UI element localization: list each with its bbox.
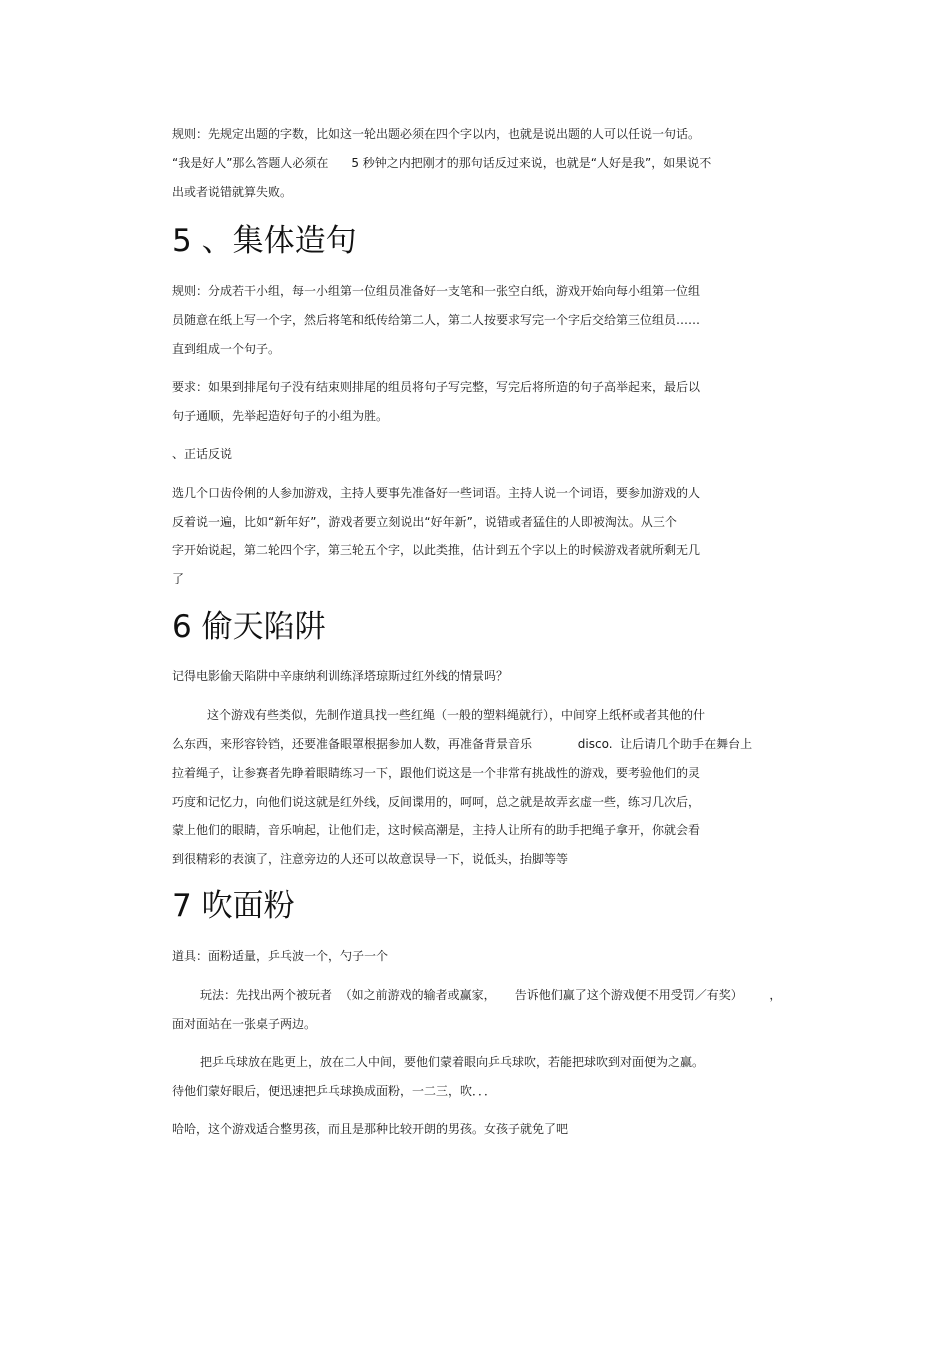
heist-body-line-4: 巧度和记忆力，向他们说这就是红外线，反间谍用的，呵呵，总之就是故弄玄虚一些，练习几次后， bbox=[172, 795, 701, 809]
rule-line-3: 出或者说错就算失败。 bbox=[172, 185, 293, 199]
flour-play-line-1: 玩法：先找出两个被玩者 （如之前游戏的输者或赢家， 告诉他们赢了这个游戏便不用受罚／有奖） ， bbox=[200, 988, 782, 1002]
group-sentence-rule-line-2: 员随意在纸上写一个字，然后将笔和纸传给第二人，第二人按要求写完一个字后交给第三位组员…… bbox=[172, 313, 701, 327]
section-heading-5: 5 、集体造句 bbox=[172, 223, 357, 259]
reverse-speech-line-2: 反着说一遍，比如“新年好”，游戏者要立刻说出“好年新”，说错或者猛住的人即被淘汰。从三个 bbox=[172, 515, 677, 529]
requirement-line-2: 句子通顺，先举起造好句子的小组为胜。 bbox=[172, 409, 389, 423]
section-heading-6: 6 偷天陷阱 bbox=[172, 609, 326, 645]
reverse-speech-line-3: 字开始说起，第二轮四个字，第三轮五个字，以此类推，估计到五个字以上的时候游戏者就所剩无几 bbox=[172, 543, 701, 557]
heist-body-line-6: 到很精彩的表演了，注意旁边的人还可以故意误导一下，说低头，抬脚等等 bbox=[172, 852, 569, 866]
section-heading-7: 7 吹面粉 bbox=[172, 888, 295, 924]
reverse-speech-line-1: 选几个口齿伶俐的人参加游戏，主持人要事先准备好一些词语。主持人说一个词语，要参加游戏的人 bbox=[172, 486, 701, 500]
flour-closing: 哈哈，这个游戏适合整男孩，而且是那种比较开朗的男孩。女孩子就免了吧 bbox=[172, 1122, 569, 1136]
rule-line-1: 规则：先规定出题的字数，比如这一轮出题必须在四个字以内，也就是说出题的人可以任说一句话。 bbox=[172, 127, 701, 141]
requirement-line-1: 要求：如果到排尾句子没有结束则排尾的组员将句子写完整，写完后将所造的句子高举起来，最后以 bbox=[172, 380, 701, 394]
heist-body-line-1: 这个游戏有些类似，先制作道具找一些红绳（一般的塑料绳就行），中间穿上纸杯或者其他的什 bbox=[207, 708, 706, 722]
flour-play-line-2: 面对面站在一张桌子两边。 bbox=[172, 1017, 317, 1031]
group-sentence-rule-line-3: 直到组成一个句子。 bbox=[172, 342, 281, 356]
group-sentence-rule-line-1: 规则：分成若干小组，每一小组第一位组员准备好一支笔和一张空白纸，游戏开始向每小组第一位组 bbox=[172, 284, 701, 298]
heist-body-line-2: 么东西，来形容铃铛，还要准备眼罩根据参加人数，再准备背景音乐 disco. 让后请几个助手在舞台上 bbox=[172, 737, 753, 751]
subheading-reverse-speech: 、正话反说 bbox=[172, 447, 233, 461]
reverse-speech-line-4: 了 bbox=[172, 572, 185, 586]
flour-method-line-2: 待他们蒙好眼后，便迅速把乒乓球换成面粉，一二三，吹．．． bbox=[172, 1084, 497, 1098]
rule-line-2: “我是好人”那么答题人必须在 5 秒钟之内把刚才的那句话反过来说，也就是“人好是我”，如果说不 bbox=[172, 156, 712, 170]
flour-props: 道具：面粉适量，乒乓波一个，勺子一个 bbox=[172, 949, 389, 963]
heist-body-line-3: 拉着绳子，让参赛者先睁着眼睛练习一下，跟他们说这是一个非常有挑战性的游戏，要考验他们的灵 bbox=[172, 766, 701, 780]
heist-body-line-5: 蒙上他们的眼睛，音乐响起，让他们走，这时候高潮是，主持人让所有的助手把绳子拿开，你就会看 bbox=[172, 823, 701, 837]
heist-intro: 记得电影偷天陷阱中辛康纳利训练泽塔琼斯过红外线的情景吗？ bbox=[172, 669, 509, 683]
flour-method-line-1: 把乒乓球放在匙更上，放在二人中间，要他们蒙着眼向乒乓球吹，若能把球吹到对面便为之赢。 bbox=[200, 1055, 705, 1069]
